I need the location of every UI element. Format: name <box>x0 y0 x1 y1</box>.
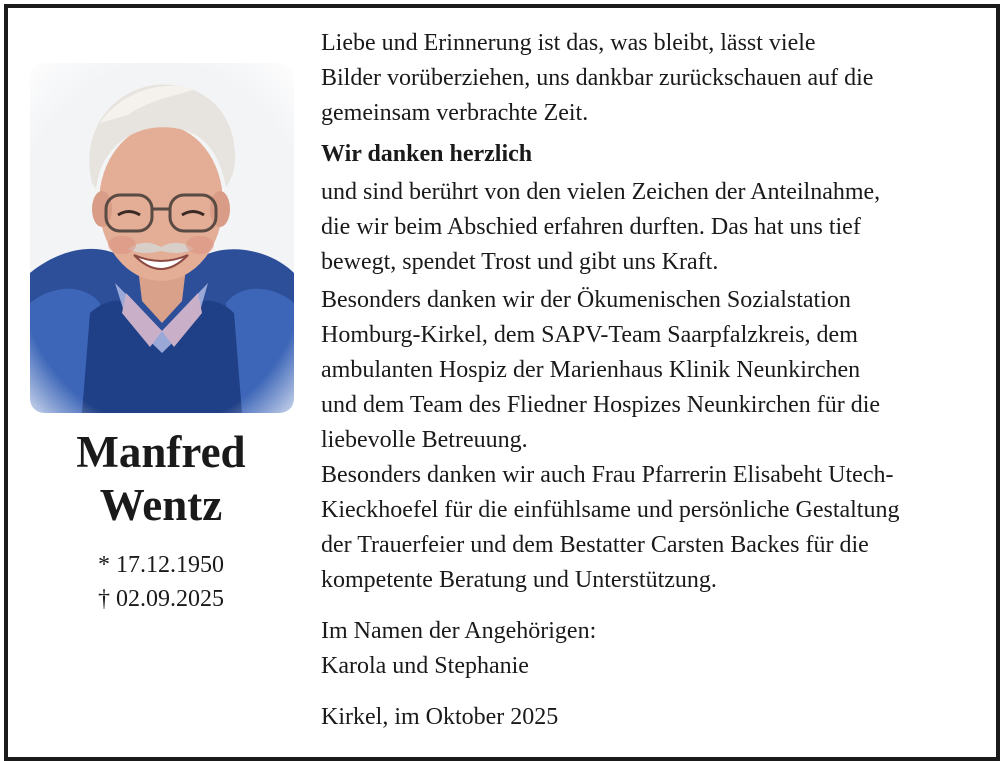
life-dates <box>30 548 292 616</box>
text-line: Homburg-Kirkel, dem SAPV-Team Saarpfalzkreis, dem <box>321 322 858 348</box>
deceased-name <box>30 426 292 532</box>
thanks-paragraph <box>321 175 981 280</box>
signature <box>321 614 981 684</box>
text-line: und sind berührt von den vielen Zeichen der Anteilnahme, <box>321 179 881 205</box>
text-line: Liebe und Erinnerung ist das, was bleibt, lässt viele <box>321 30 816 56</box>
portrait-photo <box>30 63 294 413</box>
signature-line: Im Namen der Angehörigen: <box>321 618 597 644</box>
text-line: die wir beim Abschied erfahren durften. Das hat uns tief <box>321 214 861 240</box>
last-name: Wentz <box>99 480 223 530</box>
obituary-text <box>321 26 981 735</box>
first-name: Manfred <box>76 427 246 477</box>
place-date: Kirkel, im Oktober 2025 <box>321 704 559 730</box>
signature-line: Karola und Stephanie <box>321 653 529 679</box>
text-line: der Trauerfeier und dem Bestatter Carsten Backes für die <box>321 532 869 558</box>
death-date: † 02.09.2025 <box>98 586 224 612</box>
obituary-card <box>4 4 1000 761</box>
text-line: ambulanten Hospiz der Marienhaus Klinik Neunkirchen <box>321 357 861 383</box>
text-line: gemeinsam verbrachte Zeit. <box>321 100 589 126</box>
text-line: Besonders danken wir auch Frau Pfarrerin Elisabeht Utech- <box>321 462 894 488</box>
text-line: kompetente Beratung und Unterstützung. <box>321 567 717 593</box>
text-line: Kieckhoefel für die einfühlsame und persönliche Gestaltung <box>321 497 900 523</box>
special-thanks-paragraph-2 <box>321 458 981 598</box>
intro-paragraph <box>321 26 981 131</box>
text-line: bewegt, spendet Trost und gibt uns Kraft. <box>321 249 719 275</box>
special-thanks-paragraph-1 <box>321 283 981 458</box>
thanks-heading: Wir danken herzlich <box>321 141 533 167</box>
text-line: Bilder vorüberziehen, uns dankbar zurückschauen auf die <box>321 65 874 91</box>
text-line: und dem Team des Fliedner Hospizes Neunkirchen für die <box>321 392 881 418</box>
text-line: liebevolle Betreuung. <box>321 427 528 453</box>
birth-date: * 17.12.1950 <box>98 552 224 578</box>
text-line: Besonders danken wir der Ökumenischen Sozialstation <box>321 287 851 313</box>
